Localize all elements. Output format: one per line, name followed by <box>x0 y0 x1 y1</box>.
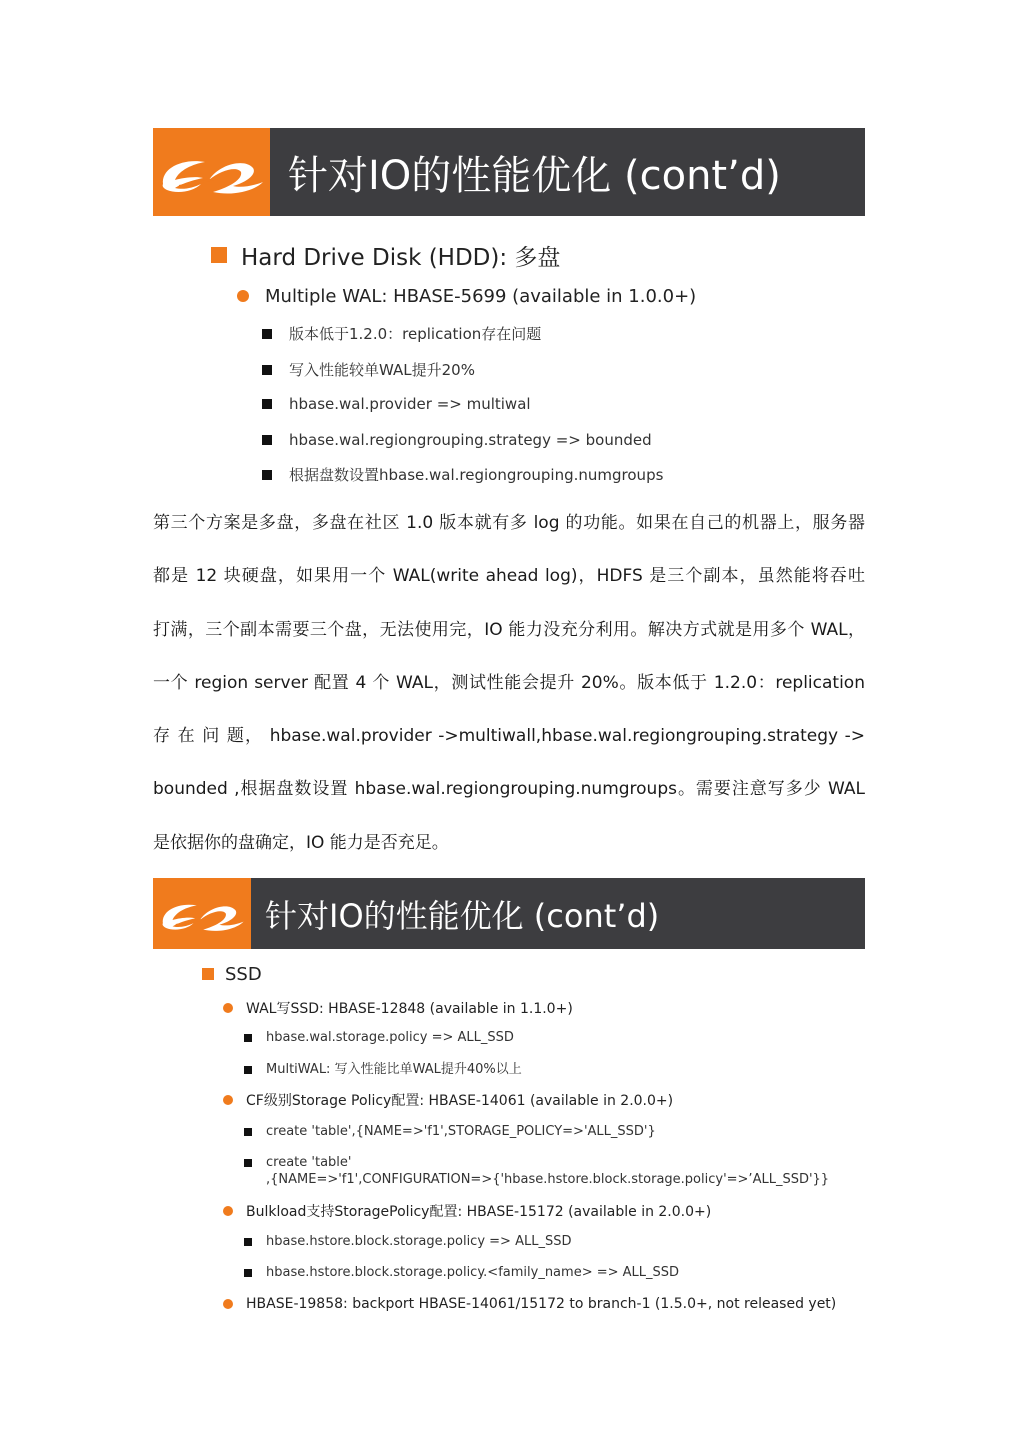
logo-block <box>153 878 251 949</box>
list-item <box>262 394 531 414</box>
banner-bar <box>270 128 865 216</box>
list-item-text: hbase.wal.storage.policy => ALL_SSD <box>266 1030 514 1045</box>
black-square-bullet <box>244 1269 252 1277</box>
list-item <box>244 1154 829 1188</box>
black-square-bullet <box>262 399 272 409</box>
black-square-bullet <box>262 435 272 445</box>
slide-hdd <box>153 128 865 498</box>
list-item-text: create 'table',{NAME=>'f1',STORAGE_POLICY=>'ALL_SSD'} <box>266 1124 656 1139</box>
orange-dot-bullet <box>223 1299 233 1309</box>
bullet-level1 <box>202 962 262 986</box>
list-item <box>262 360 475 380</box>
paragraph-line: bounded ,根据盘数设置 hbase.wal.regiongrouping.numgroups。需要注意写多少 WAL <box>153 779 865 800</box>
list-item-text: hbase.hstore.block.storage.policy.<family_name> => ALL_SSD <box>266 1265 680 1280</box>
logo-block <box>153 128 270 216</box>
list-item-text: hbase.wal.regiongrouping.strategy => bounded <box>289 431 652 449</box>
bullet-text: WAL写SSD: HBASE-12848 (available in 1.1.0+) <box>246 1001 573 1017</box>
list-item <box>262 430 652 450</box>
slide-title: 针对IO的性能优化 (cont’d) <box>288 152 781 199</box>
list-item <box>244 1029 514 1047</box>
bullet-text: SSD <box>225 963 262 985</box>
bullet-text: CF级别Storage Policy配置: HBASE-14061 (available in 2.0.0+) <box>246 1093 674 1109</box>
slide-ssd <box>153 878 865 1318</box>
list-item <box>262 324 541 344</box>
list-item-text: MultiWAL: 写入性能比单WAL提升40%以上 <box>266 1062 522 1077</box>
orange-dot-bullet <box>223 1095 233 1105</box>
list-item-text: 写入性能较单WAL提升20% <box>289 361 475 379</box>
list-item-text: 版本低于1.2.0：replication存在问题 <box>289 325 542 343</box>
banner-bar <box>251 878 865 949</box>
bullet-text: HBASE-19858: backport HBASE-14061/15172 to branch-1 (1.5.0+, not released yet) <box>246 1296 837 1312</box>
paragraph-line: 都是 12 块硬盘，如果用一个 WAL(write ahead log)，HDFS 是三个副本，虽然能将吞吐 <box>153 566 865 587</box>
paragraph-line: 存 在 问 题， hbase.wal.provider ->multiwall,hbase.wal.regiongrouping.strategy -> <box>153 726 865 747</box>
body-paragraph <box>153 497 865 870</box>
orange-dot-bullet <box>223 1003 233 1013</box>
bullet-text: Multiple WAL: HBASE-5699 (available in 1.0.0+) <box>265 285 697 307</box>
paragraph-line: 打满，三个副本需要三个盘，无法使用完，IO 能力没充分利用。解决方式就是用多个 WAL， <box>153 619 865 640</box>
bullet-text: Bulkload支持StoragePolicy配置: HBASE-15172 (available in 2.0.0+) <box>246 1204 712 1220</box>
list-item-text: hbase.hstore.block.storage.policy => ALL_SSD <box>266 1234 572 1249</box>
orange-dot-bullet <box>223 1206 233 1216</box>
paragraph-line: 是依据你的盘确定，IO 能力是否充足。 <box>153 832 449 853</box>
list-item <box>244 1264 679 1282</box>
bullet-level1 <box>211 240 560 270</box>
bullet-level2 <box>223 1294 836 1314</box>
orange-square-bullet <box>202 968 214 980</box>
list-item <box>244 1061 522 1079</box>
black-square-bullet <box>244 1128 252 1136</box>
black-square-bullet <box>244 1238 252 1246</box>
bullet-level2 <box>223 998 573 1018</box>
black-square-bullet <box>262 470 272 480</box>
list-item-text: hbase.wal.provider => multiwal <box>289 395 531 413</box>
bullet-level2 <box>223 1201 711 1221</box>
alibaba-logo-icon <box>153 878 251 949</box>
list-item <box>244 1123 656 1141</box>
orange-square-bullet <box>211 247 227 263</box>
black-square-bullet <box>244 1034 252 1042</box>
black-square-bullet <box>262 365 272 375</box>
list-item-text: create 'table' ,{NAME=>'f1',CONFIGURATION=>{'hbase.hstore.block.storage.policy'=>’ALL_SSD'}} <box>266 1155 830 1187</box>
list-item-text: 根据盘数设置hbase.wal.regiongrouping.numgroups <box>289 466 664 484</box>
paragraph-line: 一个 region server 配置 4 个 WAL，测试性能会提升 20%。版本低于 1.2.0：replication <box>153 672 865 693</box>
paragraph-line: 第三个方案是多盘，多盘在社区 1.0 版本就有多 log 的功能。如果在自己的机器上，服务器 <box>153 513 865 533</box>
alibaba-logo-icon <box>153 128 270 216</box>
black-square-bullet <box>262 329 272 339</box>
bullet-level2 <box>223 1090 673 1110</box>
black-square-bullet <box>244 1066 252 1074</box>
bullet-level2 <box>237 284 696 308</box>
orange-dot-bullet <box>237 290 249 302</box>
slide-banner <box>153 128 865 216</box>
list-item <box>262 465 663 485</box>
slide-banner <box>153 878 865 949</box>
bullet-text: Hard Drive Disk (HDD): 多盘 <box>241 244 561 271</box>
black-square-bullet <box>244 1159 252 1167</box>
slide-title: 针对IO的性能优化 (cont’d) <box>265 896 660 935</box>
list-item <box>244 1233 571 1251</box>
